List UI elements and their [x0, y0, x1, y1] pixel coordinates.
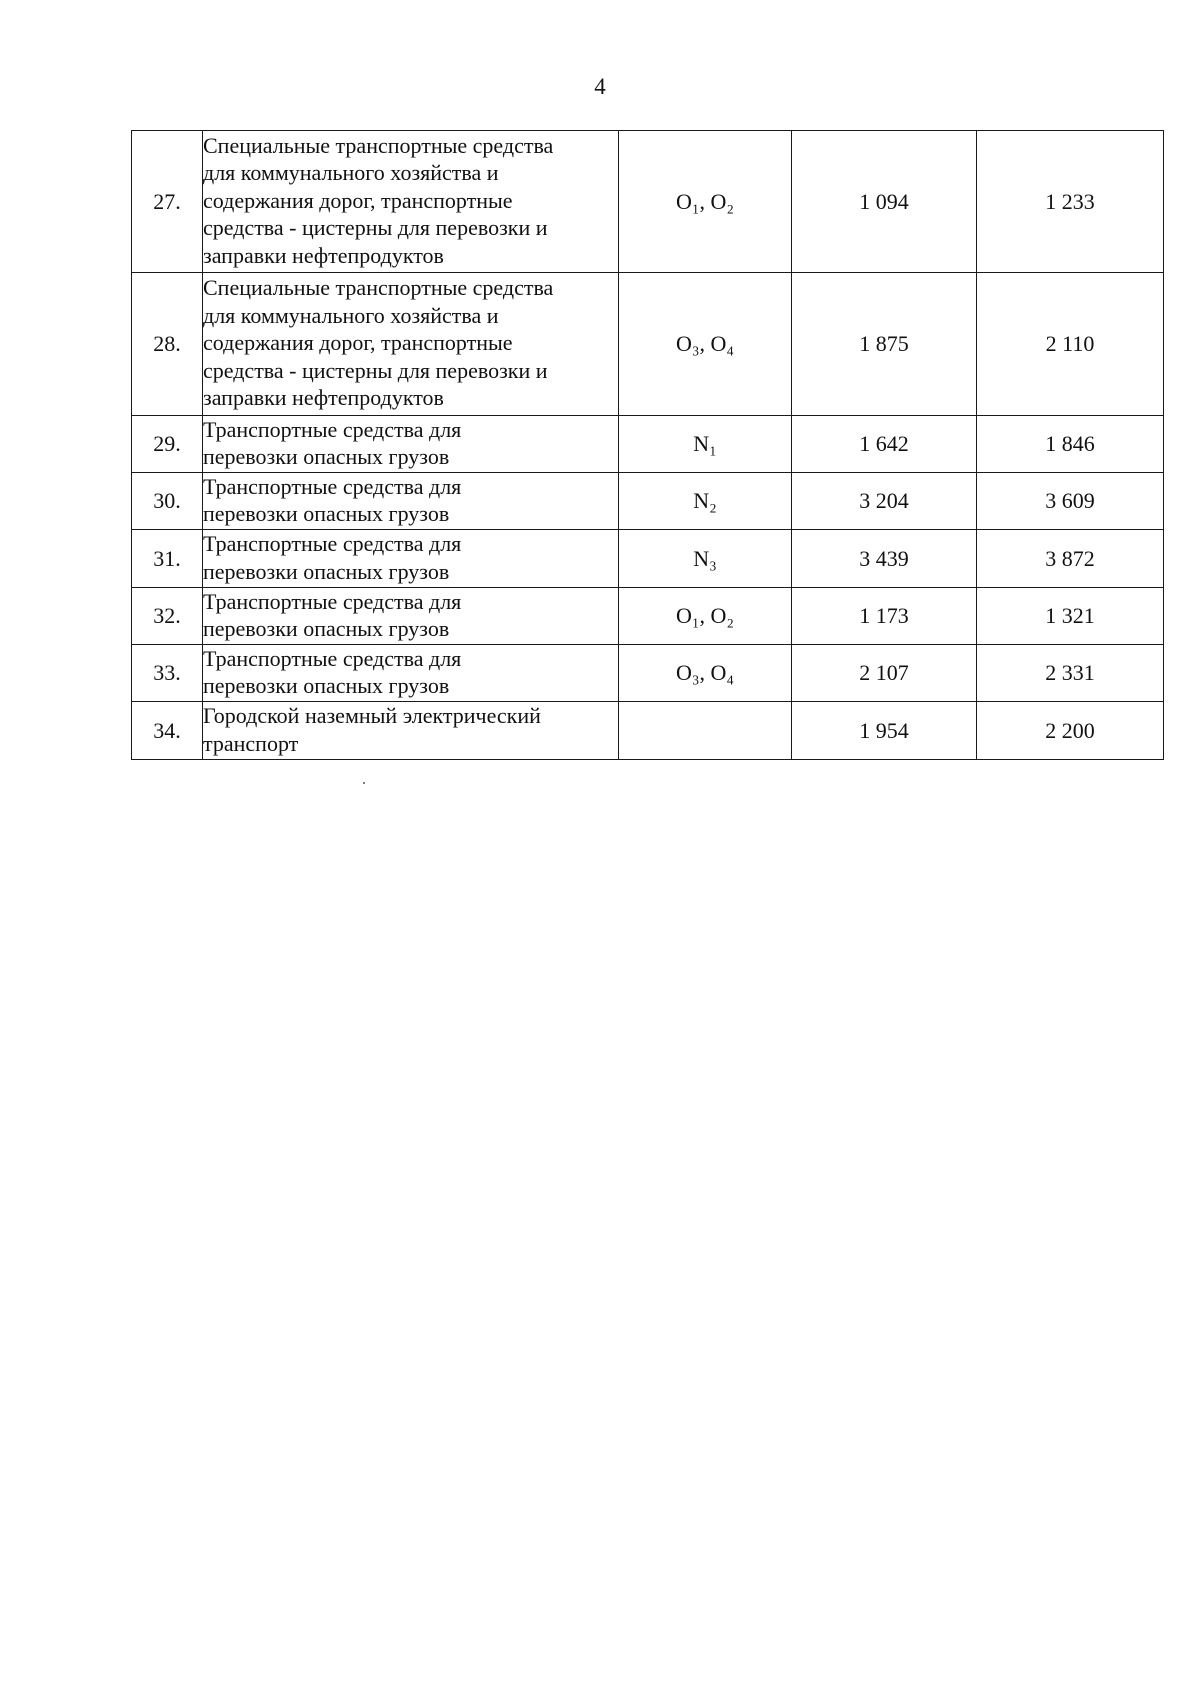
row-value-1: 3 204: [792, 473, 977, 530]
row-description: Городской наземный электрический транспорт: [203, 703, 541, 756]
table-row: [132, 588, 1164, 645]
row-description-cell: [203, 702, 619, 760]
row-value-2: 1 321: [977, 588, 1164, 645]
scan-speck: [363, 782, 365, 784]
row-category: N₃: [619, 530, 792, 588]
row-description: Транспортные средства для перевозки опасных грузов: [203, 531, 462, 584]
row-value-1: 1 875: [792, 273, 977, 416]
row-description-cell: [203, 588, 619, 645]
row-value-1: 1 094: [792, 131, 977, 273]
page-number: 4: [594, 74, 606, 99]
row-value-1: 3 439: [792, 530, 977, 588]
row-description-cell: [203, 645, 619, 702]
row-category: O₁, O₂: [619, 131, 792, 273]
row-category: N₂: [619, 473, 792, 530]
row-description: Транспортные средства для перевозки опасных грузов: [203, 645, 462, 698]
row-value-2: 3 609: [977, 473, 1164, 530]
row-number: 32.: [132, 588, 203, 645]
row-description-cell: [203, 530, 619, 588]
row-value-2: 2 331: [977, 645, 1164, 702]
row-number: 29.: [132, 416, 203, 473]
table-row: [132, 131, 1164, 273]
row-number: 30.: [132, 473, 203, 530]
row-value-1: 1 642: [792, 416, 977, 473]
row-value-1: 1 954: [792, 702, 977, 760]
row-description: Транспортные средства для перевозки опасных грузов: [203, 416, 462, 469]
row-number: 28.: [132, 273, 203, 416]
table-row: [132, 473, 1164, 530]
row-number: 27.: [132, 131, 203, 273]
tariff-table: [131, 130, 1164, 760]
table-row: [132, 645, 1164, 702]
row-description-cell: [203, 416, 619, 473]
table-row: [132, 416, 1164, 473]
row-number: 31.: [132, 530, 203, 588]
row-value-2: 2 110: [977, 273, 1164, 416]
row-category: O₁, O₂: [619, 588, 792, 645]
row-description: Транспортные средства для перевозки опасных грузов: [203, 473, 462, 526]
row-value-2: 2 200: [977, 702, 1164, 760]
row-description: Специальные транспортные средства для коммунального хозяйства и содержания дорог, транспортные средства - цистерны для перевозки и заправки нефтепродуктов: [203, 275, 554, 411]
row-category: O₃, O₄: [619, 645, 792, 702]
row-value-2: 1 846: [977, 416, 1164, 473]
row-number: 34.: [132, 702, 203, 760]
row-value-2: 1 233: [977, 131, 1164, 273]
row-value-1: 1 173: [792, 588, 977, 645]
row-description-cell: [203, 473, 619, 530]
table-row: [132, 530, 1164, 588]
row-value-1: 2 107: [792, 645, 977, 702]
table-row: [132, 702, 1164, 760]
row-category: O₃, O₄: [619, 273, 792, 416]
row-description: Транспортные средства для перевозки опасных грузов: [203, 588, 462, 641]
row-category: N₁: [619, 416, 792, 473]
row-number: 33.: [132, 645, 203, 702]
row-description-cell: [203, 131, 619, 273]
row-description-cell: [203, 273, 619, 416]
table-row: [132, 273, 1164, 416]
row-category: [619, 702, 792, 760]
row-value-2: 3 872: [977, 530, 1164, 588]
row-description: Специальные транспортные средства для коммунального хозяйства и содержания дорог, транспортные средства - цистерны для перевозки и заправки нефтепродуктов: [203, 132, 554, 268]
